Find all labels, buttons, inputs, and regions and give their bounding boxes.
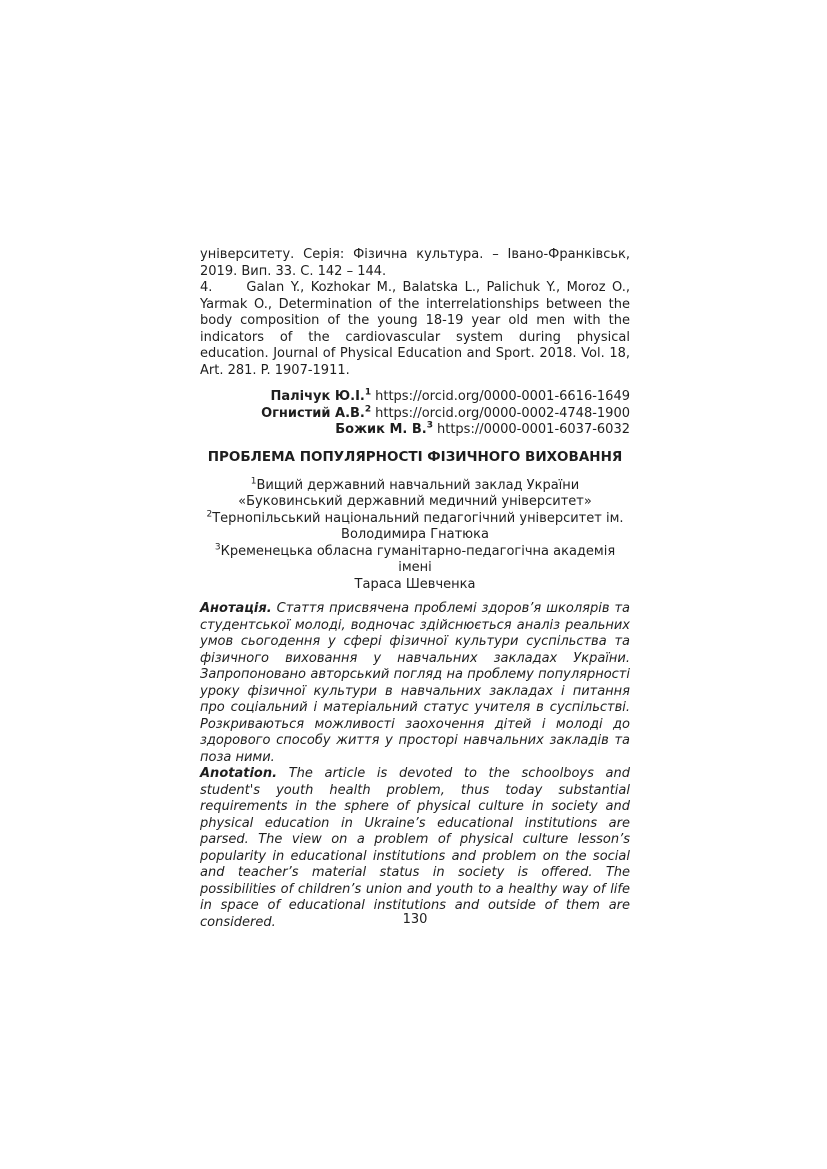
reference-continuation-text: університету. Серія: Фізична культура. – Івано-Франківськ, 2019. Вип. 33. С. 142 – 144.: [200, 247, 630, 279]
author-name: Палічук Ю.І.: [270, 389, 365, 404]
affiliation-line: [200, 527, 630, 544]
author-superscript: 2: [364, 404, 372, 415]
reference-continuation: [200, 247, 630, 280]
affiliation-text: Вищий державний навчальний заклад України: [256, 477, 580, 493]
affiliation-text: Тернопільський національний педагогічний університет ім.: [212, 510, 624, 526]
abstract-english: [200, 766, 630, 931]
orcid-link[interactable]: https://orcid.org/0000-0002-4748-1900: [375, 405, 630, 421]
reference-item-text: Galan Y., Kozhokar M., Balatska L., Palichuk Y., Moroz O., Yarmak O., Determination of the interrelationships between the body composition of the young 18-19 year old men with the indicators of the cardiovascular system during physical education. Journal of Physical Education and Sport. 2018. Vol. 18, Art. 281. P. 1907-1911.: [200, 280, 630, 378]
affiliation-superscript: 1: [250, 476, 257, 487]
affiliation-superscript: 3: [214, 542, 221, 553]
affiliation-line: [200, 478, 630, 495]
affiliation-line: [200, 494, 630, 511]
orcid-link[interactable]: https://0000-0001-6037-6032: [436, 422, 630, 437]
author-superscript: 3: [426, 420, 433, 431]
page-number: 130: [402, 912, 428, 927]
affiliation-line: [200, 511, 630, 528]
abstract-ukrainian-text: Стаття присвячена проблемі здоров’я школярів та студентської молоді, водночас здійснюється аналіз реальних умов сьогодення у сфері фізичної культури суспільства та фізичного виховання у навчальних закладах України. Запропоновано авторський погляд на проблему популярності уроку фізичної культури в навчальних закладах і питання про соціальний і матеріальний статус учителя в суспільстві. Розкриваються можливості заохочення дітей і молоді до здорового способу життя у просторі навчальних закладів та поза ними.: [200, 601, 630, 765]
author-block: [200, 389, 630, 439]
author-line: [200, 422, 630, 439]
affiliation-block: [200, 478, 630, 594]
page-content: [200, 247, 630, 931]
affiliation-line: [200, 577, 630, 594]
affiliation-text: Володимира Гнатюка: [341, 527, 489, 542]
author-name: Огнистий А.В.: [261, 405, 365, 421]
abstract-ukrainian: [200, 601, 630, 766]
paper-title: ПРОБЛЕМА ПОПУЛЯРНОСТІ ФІЗИЧНОГО ВИХОВАННЯ: [207, 448, 623, 465]
author-superscript: 1: [364, 387, 372, 398]
author-line: [200, 406, 630, 423]
affiliation-superscript: 2: [206, 509, 213, 520]
author-name: Божик М. В.: [335, 422, 427, 437]
affiliation-text: Кременецька обласна гуманітарно-педагогічна академія імені: [220, 543, 616, 575]
affiliation-text: «Буковинський державний медичний університет»: [238, 494, 592, 509]
abstract-english-text: The article is devoted to the schoolboys and student's youth health problem, thus today substantial requirements in the sphere of physical culture in society and physical education in Ukraine’s educational institutions are parsed. The view on a problem of physical culture lesson’s popularity in educational institutions and problem on the social and teacher’s material status in society is offered. The possibilities of children’s union and youth to a healthy way of life in space of educational institutions and outside of them are considered.: [200, 766, 630, 930]
reference-item-4: [200, 280, 630, 379]
affiliation-text: Тараса Шевченка: [354, 576, 476, 592]
affiliation-line: [200, 544, 630, 577]
abstract-english-label: Anotation.: [200, 766, 278, 781]
author-line: [200, 389, 630, 406]
reference-item-number: 4.: [200, 280, 213, 295]
abstract-ukrainian-label: Анотація.: [200, 601, 272, 616]
orcid-link[interactable]: https://orcid.org/0000-0001-6616-1649: [375, 389, 630, 404]
